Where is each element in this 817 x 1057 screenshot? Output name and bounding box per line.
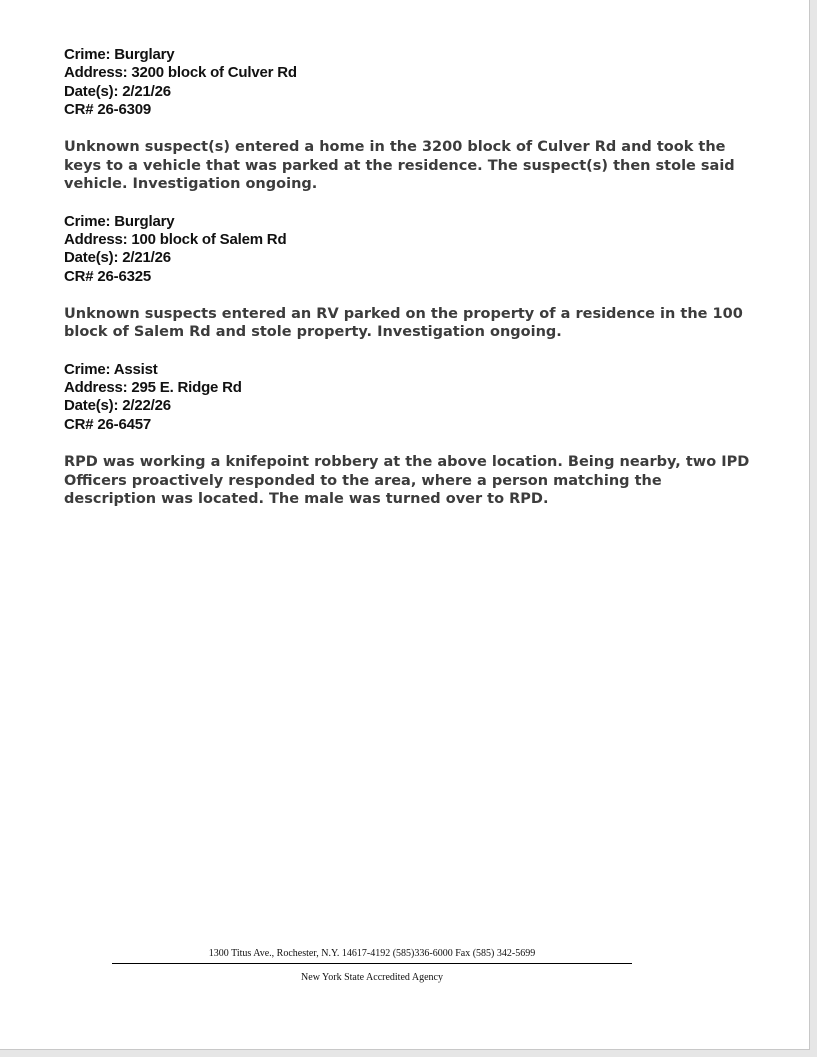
incident-dates: Date(s): 2/21/26	[64, 82, 171, 100]
footer-divider	[112, 963, 632, 964]
incident-narrative: RPD was working a knifepoint robbery at the above location. Being nearby, two IPD Officers proactively responded to the area, where a person matching the description was located. The male was turned over to RPD.	[64, 454, 750, 508]
incident-dates: Date(s): 2/22/26	[64, 397, 171, 415]
incident-narrative: Unknown suspect(s) entered a home in the 3200 block of Culver Rd and took the keys to a vehicle that was parked at the residence. The suspect(s) then stole said vehicle. Investigation ongoing.	[64, 139, 735, 193]
page-footer	[112, 947, 632, 985]
case-number: CR# 26-6325	[64, 267, 152, 285]
incident-address: Address: 3200 block of Culver Rd	[64, 64, 297, 82]
incident-entry	[64, 361, 754, 509]
incident-dates: Date(s): 2/21/26	[64, 249, 171, 267]
incident-address: Address: 100 block of Salem Rd	[64, 230, 287, 248]
incident-list	[64, 46, 754, 528]
crime-type: Crime: Assist	[64, 360, 158, 378]
crime-type: Crime: Burglary	[64, 46, 175, 63]
footer-address: 1300 Titus Ave., Rochester, N.Y. 14617-4192 (585)336-6000 Fax (585) 342-5699	[208, 948, 536, 959]
incident-address: Address: 295 E. Ridge Rd	[64, 379, 242, 397]
incident-narrative: Unknown suspects entered an RV parked on the property of a residence in the 100 block of Salem Rd and stole property. Investigation ongoing.	[64, 305, 743, 341]
crime-type: Crime: Burglary	[64, 212, 175, 230]
case-number: CR# 26-6457	[64, 415, 152, 433]
footer-agency: New York State Accredited Agency	[301, 972, 443, 983]
incident-entry	[64, 46, 754, 194]
case-number: CR# 26-6309	[64, 100, 152, 118]
incident-entry	[64, 213, 754, 342]
